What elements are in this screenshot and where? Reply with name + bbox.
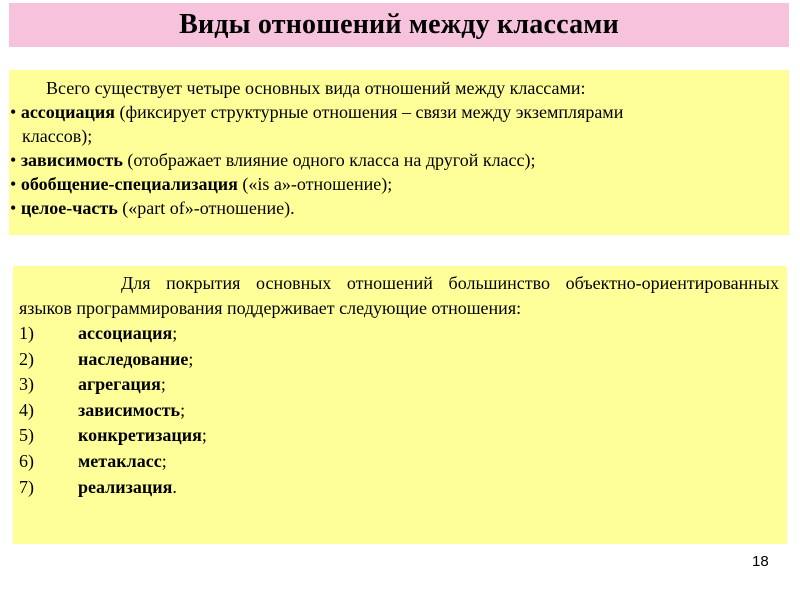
numbered-item — [19, 321, 779, 347]
bullet-desc: («part of»-отношение). — [117, 198, 295, 218]
item-number: 7) — [19, 476, 34, 497]
summary-intro: Всего существует четыре основных вида отношений между классами: — [46, 78, 586, 98]
numbered-item — [19, 475, 779, 501]
item-number: 2) — [19, 348, 34, 369]
item-number: 3) — [19, 374, 34, 395]
bullet-term: целое-часть — [20, 198, 118, 218]
oop-intro: Для покрытия основных отношений большинство объектно-ориентированных языков программирования поддерживает следующие отношения: — [19, 273, 779, 318]
item-number: 5) — [19, 425, 34, 446]
item-punct: ; — [161, 450, 167, 471]
relations-summary-box — [9, 70, 789, 235]
item-term: реализация — [78, 476, 173, 497]
item-term: конкретизация — [78, 425, 202, 446]
item-term: наследование — [78, 348, 189, 369]
item-number: 1) — [19, 323, 34, 343]
numbered-item — [19, 347, 779, 373]
title-banner — [9, 3, 789, 47]
numbered-item — [19, 372, 779, 398]
bullet-item: • обобщение-специализация («is a»-отношение); — [10, 174, 393, 194]
oop-relations-box — [13, 266, 787, 544]
bullet-item: • ассоциация (фиксирует структурные отношения – связи между экземплярами — [10, 102, 624, 122]
bullet-desc: («is a»-отношение); — [237, 174, 393, 194]
item-number: 6) — [19, 450, 34, 471]
bullet-item: • целое-часть («part of»-отношение). — [10, 198, 295, 218]
item-punct: ; — [188, 348, 194, 369]
item-punct: . — [172, 476, 177, 497]
bullet-term: зависимость — [20, 150, 123, 170]
item-term: метакласс — [78, 450, 162, 471]
slide-title: Виды отношений между классами — [179, 9, 619, 40]
bullet-desc: (отображает влияние одного класса на другой класс); — [122, 150, 536, 170]
item-term: ассоциация — [78, 323, 173, 343]
item-number: 4) — [19, 399, 34, 420]
item-punct: ; — [160, 374, 166, 395]
item-term: зависимость — [78, 399, 181, 420]
item-punct: ; — [201, 425, 207, 446]
numbered-item — [19, 449, 779, 475]
bullet-term: обобщение-специализация — [20, 174, 238, 194]
bullet-term: ассоциация — [20, 102, 116, 122]
item-punct: ; — [172, 323, 178, 343]
item-term: агрегация — [78, 374, 161, 395]
bullet-item: • зависимость (отображает влияние одного класса на другой класс); — [10, 150, 536, 170]
item-punct: ; — [180, 399, 186, 420]
bullet-continuation: классов); — [22, 126, 93, 146]
bullet-desc: (фиксирует структурные отношения – связи между экземплярами — [115, 102, 624, 122]
page-number: 18 — [752, 553, 769, 570]
numbered-item — [19, 423, 779, 449]
numbered-item — [19, 398, 779, 424]
